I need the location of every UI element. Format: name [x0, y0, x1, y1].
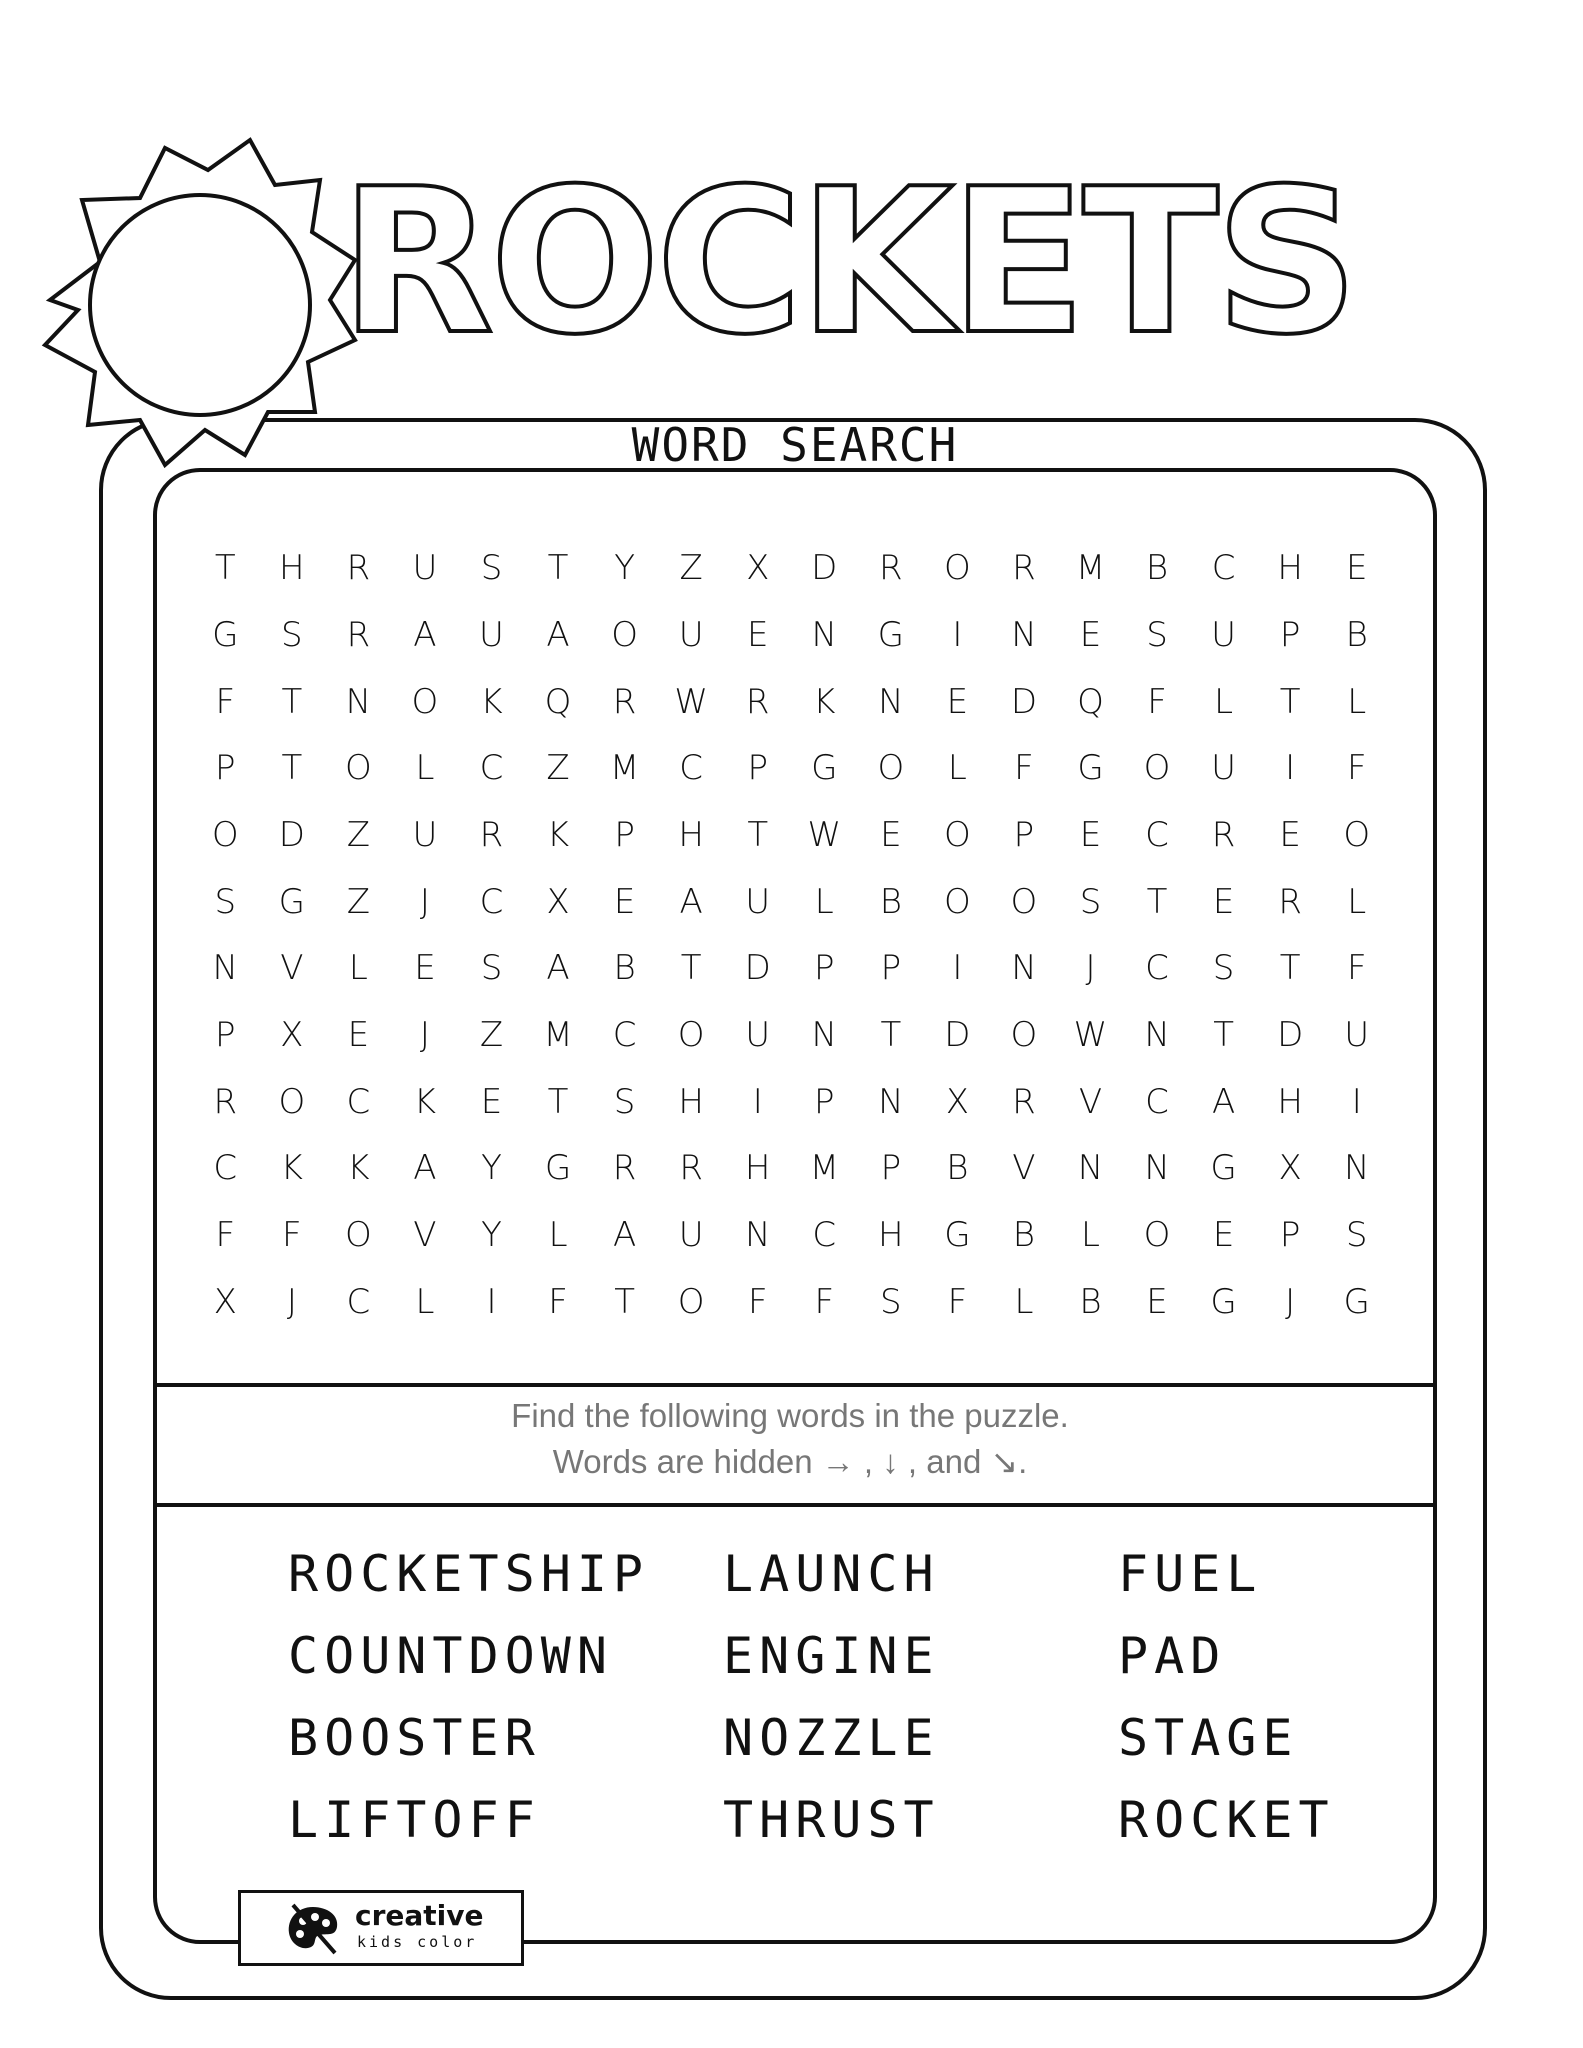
grid-letter[interactable]: B — [1079, 1281, 1102, 1322]
grid-letter[interactable]: R — [346, 548, 371, 589]
word-list-item: FUEL — [1118, 1545, 1263, 1603]
grid-letter[interactable]: J — [419, 881, 430, 922]
grid-letter[interactable]: L — [548, 1214, 568, 1255]
grid-letter[interactable]: C — [213, 1148, 238, 1189]
grid-letter[interactable]: Q — [544, 681, 572, 722]
grid-letter[interactable]: E — [1079, 614, 1102, 655]
grid-letter[interactable]: O — [677, 1014, 705, 1055]
sun-icon — [45, 140, 355, 465]
instructions — [300, 1393, 1280, 1485]
grid-letter[interactable]: G — [877, 614, 904, 655]
grid-letter[interactable]: R — [479, 814, 504, 855]
word-list-item: PAD — [1118, 1627, 1227, 1685]
grid-letter[interactable]: F — [1014, 748, 1034, 789]
grid-letter[interactable]: E — [347, 1014, 370, 1055]
grid-letter[interactable]: E — [1146, 1281, 1168, 1322]
grid-letter[interactable]: U — [1211, 614, 1237, 655]
grid-letter[interactable]: N — [1011, 948, 1037, 989]
grid-letter[interactable]: U — [412, 814, 438, 855]
grid-letter[interactable]: X — [746, 548, 770, 589]
grid-letter[interactable]: N — [1077, 1148, 1104, 1189]
grid-letter[interactable]: C — [1145, 1081, 1169, 1122]
grid-letter[interactable]: R — [1012, 1081, 1036, 1122]
grid-letter[interactable]: L — [947, 748, 967, 789]
grid-letter[interactable]: C — [1145, 814, 1169, 855]
grid-letter[interactable]: A — [612, 1214, 637, 1255]
grid-letter[interactable]: K — [413, 1081, 437, 1122]
grid-letter[interactable]: L — [1081, 1214, 1100, 1255]
grid-letter[interactable]: O — [278, 1081, 306, 1122]
word-list-item: THRUST — [723, 1791, 940, 1849]
grid-letter[interactable]: L — [415, 748, 435, 789]
grid-letter[interactable]: T — [1279, 681, 1301, 722]
word-search-heading: WORD SEARCH — [631, 418, 959, 472]
grid-letter[interactable]: O — [1010, 881, 1038, 922]
grid-letter[interactable]: I — [752, 1081, 763, 1122]
grid-letter[interactable]: B — [1145, 548, 1169, 589]
grid-letter[interactable]: J — [1285, 1281, 1296, 1322]
grid-letter[interactable]: L — [814, 881, 834, 922]
grid-letter[interactable]: S — [480, 548, 503, 589]
grid-letter[interactable]: J — [1085, 948, 1096, 989]
word-list-item: BOOSTER — [288, 1709, 541, 1767]
grid-letter[interactable]: E — [613, 881, 636, 922]
logo-subtitle: kids color — [357, 1933, 478, 1951]
grid-letter[interactable]: N — [878, 1081, 904, 1122]
grid-letter[interactable]: O — [345, 748, 372, 789]
grid-letter[interactable]: F — [1346, 748, 1367, 789]
grid-letter[interactable]: T — [1279, 948, 1301, 989]
grid-letter[interactable]: L — [1347, 881, 1367, 922]
grid-letter[interactable]: C — [1211, 548, 1236, 589]
grid-letter[interactable]: X — [945, 1081, 970, 1122]
grid-letter[interactable]: M — [609, 748, 640, 789]
grid-letter[interactable]: U — [1344, 1014, 1370, 1055]
grid-letter[interactable]: Y — [614, 548, 635, 589]
grid-letter[interactable]: X — [280, 1014, 304, 1055]
grid-letter[interactable]: N — [878, 681, 904, 722]
grid-letter[interactable]: O — [1343, 814, 1371, 855]
grid-letter[interactable]: U — [1211, 748, 1237, 789]
grid-letter[interactable]: E — [480, 1081, 503, 1122]
grid-letter[interactable]: J — [419, 1014, 430, 1055]
page-title: ROCKETS — [340, 146, 1355, 379]
grid-letter[interactable]: A — [546, 614, 570, 655]
grid-letter[interactable]: R — [679, 1148, 703, 1189]
grid-letter[interactable]: M — [543, 1014, 573, 1055]
grid-letter[interactable]: Y — [481, 1148, 502, 1189]
grid-letter[interactable]: I — [952, 948, 963, 989]
grid-letter[interactable]: P — [1279, 1214, 1301, 1255]
grid-letter[interactable]: F — [1346, 948, 1367, 989]
grid-letter[interactable]: C — [479, 881, 504, 922]
grid-letter[interactable]: E — [1279, 814, 1301, 855]
grid-letter[interactable]: R — [346, 614, 371, 655]
grid-letter[interactable]: O — [877, 748, 905, 789]
grid-letter[interactable]: T — [1213, 1014, 1234, 1055]
grid-letter[interactable]: I — [1351, 1081, 1362, 1122]
logo-badge — [238, 1890, 524, 1966]
grid-letter[interactable]: F — [1147, 681, 1167, 722]
grid-letter[interactable]: R — [612, 1148, 637, 1189]
grid-letter[interactable]: N — [1011, 614, 1037, 655]
grid-letter[interactable]: N — [811, 1014, 837, 1055]
grid-letter[interactable]: S — [880, 1281, 902, 1322]
grid-letter[interactable]: H — [744, 1148, 771, 1189]
grid-letter[interactable]: N — [1344, 1148, 1370, 1189]
grid-letter[interactable]: P — [215, 748, 236, 789]
grid-letter[interactable]: Y — [481, 1214, 502, 1255]
grid-letter[interactable]: N — [212, 948, 238, 989]
grid-letter[interactable]: F — [814, 1281, 835, 1322]
grid-letter[interactable]: H — [1277, 1081, 1303, 1122]
logo-name: creative — [355, 1899, 484, 1932]
grid-letter[interactable]: E — [1212, 881, 1235, 922]
grid-letter[interactable]: S — [1212, 948, 1235, 989]
word-list-item: ROCKETSHIP — [288, 1545, 650, 1603]
grid-letter[interactable]: T — [614, 1281, 635, 1322]
grid-letter[interactable]: O — [944, 548, 971, 589]
grid-letter[interactable]: D — [278, 814, 305, 855]
grid-letter[interactable]: O — [611, 614, 638, 655]
grid-letter[interactable]: T — [547, 1081, 569, 1122]
grid-letter[interactable]: E — [414, 948, 436, 989]
grid-letter[interactable]: Z — [346, 881, 371, 922]
grid-letter[interactable]: P — [614, 814, 635, 855]
grid-letter[interactable]: R — [879, 548, 903, 589]
grid-letter[interactable]: D — [1277, 1014, 1304, 1055]
grid-letter[interactable]: G — [1210, 1281, 1237, 1322]
word-list-item: STAGE — [1118, 1709, 1299, 1767]
grid-letter[interactable]: G — [212, 614, 239, 655]
grid-letter[interactable]: C — [346, 1081, 371, 1122]
grid-letter[interactable]: P — [1013, 814, 1035, 855]
grid-letter[interactable]: T — [1146, 881, 1168, 922]
grid-letter[interactable]: S — [281, 614, 303, 655]
grid-letter[interactable]: R — [612, 681, 637, 722]
grid-letter[interactable]: Z — [546, 748, 570, 789]
grid-letter[interactable]: S — [214, 881, 237, 922]
grid-letter[interactable]: P — [814, 1081, 835, 1122]
grid-letter[interactable]: F — [947, 1281, 968, 1322]
grid-letter[interactable]: G — [278, 881, 305, 922]
letter-grid — [192, 535, 1390, 1335]
grid-letter[interactable]: W — [1073, 1014, 1108, 1055]
grid-letter[interactable]: P — [747, 748, 768, 789]
grid-letter[interactable]: A — [413, 1148, 437, 1189]
grid-letter[interactable]: I — [486, 1281, 497, 1322]
grid-letter[interactable]: N — [1144, 1014, 1170, 1055]
grid-letter[interactable]: K — [546, 814, 570, 855]
grid-letter[interactable]: A — [1211, 1081, 1236, 1122]
grid-letter[interactable]: V — [1012, 1148, 1036, 1189]
grid-letter[interactable]: B — [946, 1148, 969, 1189]
grid-letter[interactable]: X — [213, 1281, 237, 1322]
grid-letter[interactable]: A — [546, 948, 570, 989]
grid-letter[interactable]: K — [480, 681, 503, 722]
grid-letter[interactable]: O — [1143, 1214, 1171, 1255]
grid-letter[interactable]: K — [280, 1148, 303, 1189]
grid-letter[interactable]: F — [548, 1281, 568, 1322]
grid-letter[interactable]: C — [346, 1281, 371, 1322]
grid-letter[interactable]: K — [813, 681, 836, 722]
grid-letter[interactable]: E — [746, 614, 769, 655]
grid-letter[interactable]: O — [345, 1214, 372, 1255]
grid-letter[interactable]: T — [747, 814, 769, 855]
grid-letter[interactable]: V — [280, 948, 304, 989]
grid-letter[interactable]: R — [1012, 548, 1036, 589]
grid-letter[interactable]: N — [745, 1214, 771, 1255]
grid-letter[interactable]: S — [1079, 881, 1102, 922]
grid-letter[interactable]: H — [1277, 548, 1303, 589]
grid-letter[interactable]: C — [1145, 948, 1169, 989]
grid-letter[interactable]: H — [878, 1214, 904, 1255]
grid-letter[interactable]: C — [612, 1014, 637, 1055]
grid-letter[interactable]: Z — [479, 1014, 504, 1055]
grid-letter[interactable]: E — [1345, 548, 1368, 589]
grid-letter[interactable]: L — [1347, 681, 1367, 722]
grid-letter[interactable]: T — [214, 548, 236, 589]
grid-letter[interactable]: T — [281, 748, 303, 789]
grid-letter[interactable]: B — [879, 881, 902, 922]
grid-letter[interactable]: L — [1214, 681, 1234, 722]
grid-letter[interactable]: Z — [346, 814, 371, 855]
grid-letter[interactable]: G — [1077, 748, 1104, 789]
word-list-item: COUNTDOWN — [288, 1627, 613, 1685]
grid-letter[interactable]: E — [946, 681, 969, 722]
grid-letter[interactable]: J — [286, 1281, 297, 1322]
grid-letter[interactable]: D — [944, 1014, 971, 1055]
grid-letter[interactable]: O — [944, 814, 971, 855]
grid-letter[interactable]: G — [544, 1148, 572, 1189]
grid-letter[interactable]: M — [1075, 548, 1106, 589]
grid-letter[interactable]: S — [1345, 1214, 1368, 1255]
grid-letter[interactable]: T — [880, 1014, 902, 1055]
grid-letter[interactable]: P — [1279, 614, 1301, 655]
grid-letter[interactable]: R — [1211, 814, 1236, 855]
grid-letter[interactable]: T — [680, 948, 702, 989]
word-list-item: ENGINE — [723, 1627, 940, 1685]
grid-letter[interactable]: N — [811, 614, 837, 655]
grid-letter[interactable]: F — [215, 681, 236, 722]
word-list — [288, 1545, 1388, 1875]
grid-letter[interactable]: D — [811, 548, 838, 589]
grid-letter[interactable]: A — [679, 881, 703, 922]
grid-letter[interactable]: Q — [1077, 681, 1104, 722]
grid-letter[interactable]: N — [345, 681, 372, 722]
grid-letter[interactable]: C — [479, 748, 504, 789]
grid-letter[interactable]: F — [282, 1214, 302, 1255]
word-list-item: LAUNCH — [723, 1545, 940, 1603]
grid-letter[interactable]: W — [674, 681, 708, 722]
grid-letter[interactable]: I — [1285, 748, 1296, 789]
grid-letter[interactable]: R — [745, 681, 770, 722]
grid-letter[interactable]: T — [281, 681, 303, 722]
grid-letter[interactable]: L — [348, 948, 368, 989]
grid-letter[interactable]: L — [1014, 1281, 1034, 1322]
grid-letter[interactable]: V — [1078, 1081, 1103, 1122]
grid-letter[interactable]: H — [678, 1081, 704, 1122]
grid-letter[interactable]: N — [1144, 1148, 1170, 1189]
palette-icon — [283, 1901, 343, 1957]
word-list-item: NOZZLE — [723, 1709, 940, 1767]
grid-letter[interactable]: B — [1345, 614, 1368, 655]
grid-letter[interactable]: O — [1010, 1014, 1038, 1055]
grid-letter[interactable]: U — [745, 1014, 771, 1055]
grid-letter[interactable]: B — [613, 948, 636, 989]
grid-letter[interactable]: D — [744, 948, 771, 989]
grid-letter[interactable]: P — [880, 1148, 902, 1189]
grid-letter[interactable]: T — [547, 548, 569, 589]
grid-letter[interactable]: B — [1012, 1214, 1036, 1255]
grid-letter[interactable]: O — [944, 881, 971, 922]
grid-letter[interactable]: D — [1010, 681, 1038, 722]
grid-letter[interactable]: E — [880, 814, 902, 855]
grid-letter[interactable]: O — [1143, 748, 1171, 789]
grid-letter[interactable]: K — [347, 1148, 370, 1189]
grid-letter[interactable]: S — [480, 948, 503, 989]
grid-letter[interactable]: W — [807, 814, 842, 855]
word-list-item: LIFTOFF — [288, 1791, 541, 1849]
grid-letter[interactable]: S — [613, 1081, 636, 1122]
grid-letter[interactable]: R — [1278, 881, 1302, 922]
grid-letter[interactable]: X — [1278, 1148, 1302, 1189]
grid-letter[interactable]: F — [215, 1214, 236, 1255]
grid-letter[interactable]: O — [211, 814, 239, 855]
grid-letter[interactable]: A — [413, 614, 437, 655]
instructions-line-2: Words are hidden → , ↓ , and ↘. — [552, 1443, 1028, 1480]
grid-letter[interactable]: P — [880, 948, 902, 989]
grid-letter[interactable]: O — [411, 681, 439, 722]
grid-letter[interactable]: G — [1210, 1148, 1237, 1189]
grid-letter[interactable]: C — [679, 748, 704, 789]
grid-letter[interactable]: E — [1079, 814, 1102, 855]
grid-letter[interactable]: F — [747, 1281, 768, 1322]
grid-letter[interactable]: U — [678, 614, 704, 655]
grid-letter[interactable]: U — [412, 548, 438, 589]
grid-letter[interactable]: S — [1146, 614, 1168, 655]
grid-letter[interactable]: P — [814, 948, 835, 989]
grid-letter[interactable]: G — [944, 1214, 971, 1255]
grid-letter[interactable]: P — [215, 1014, 236, 1055]
grid-letter[interactable]: Z — [679, 548, 703, 589]
grid-letter[interactable]: G — [811, 748, 838, 789]
grid-letter[interactable]: C — [812, 1214, 837, 1255]
instructions-line-1: Find the following words in the puzzle. — [511, 1397, 1069, 1434]
grid-letter[interactable]: L — [415, 1281, 435, 1322]
grid-letter[interactable]: R — [213, 1081, 238, 1122]
grid-letter[interactable]: H — [279, 548, 305, 589]
grid-letter[interactable]: U — [745, 881, 771, 922]
grid-letter[interactable]: I — [952, 614, 963, 655]
grid-letter[interactable]: H — [678, 814, 704, 855]
grid-letter[interactable]: U — [678, 1214, 704, 1255]
grid-letter[interactable]: G — [1343, 1281, 1370, 1322]
grid-letter[interactable]: X — [546, 881, 570, 922]
grid-letter[interactable]: M — [809, 1148, 839, 1189]
grid-letter[interactable]: V — [413, 1214, 437, 1255]
grid-letter[interactable]: E — [1212, 1214, 1235, 1255]
grid-letter[interactable]: O — [677, 1281, 705, 1322]
grid-letter[interactable]: U — [479, 614, 504, 655]
word-list-item: ROCKET — [1118, 1791, 1335, 1849]
